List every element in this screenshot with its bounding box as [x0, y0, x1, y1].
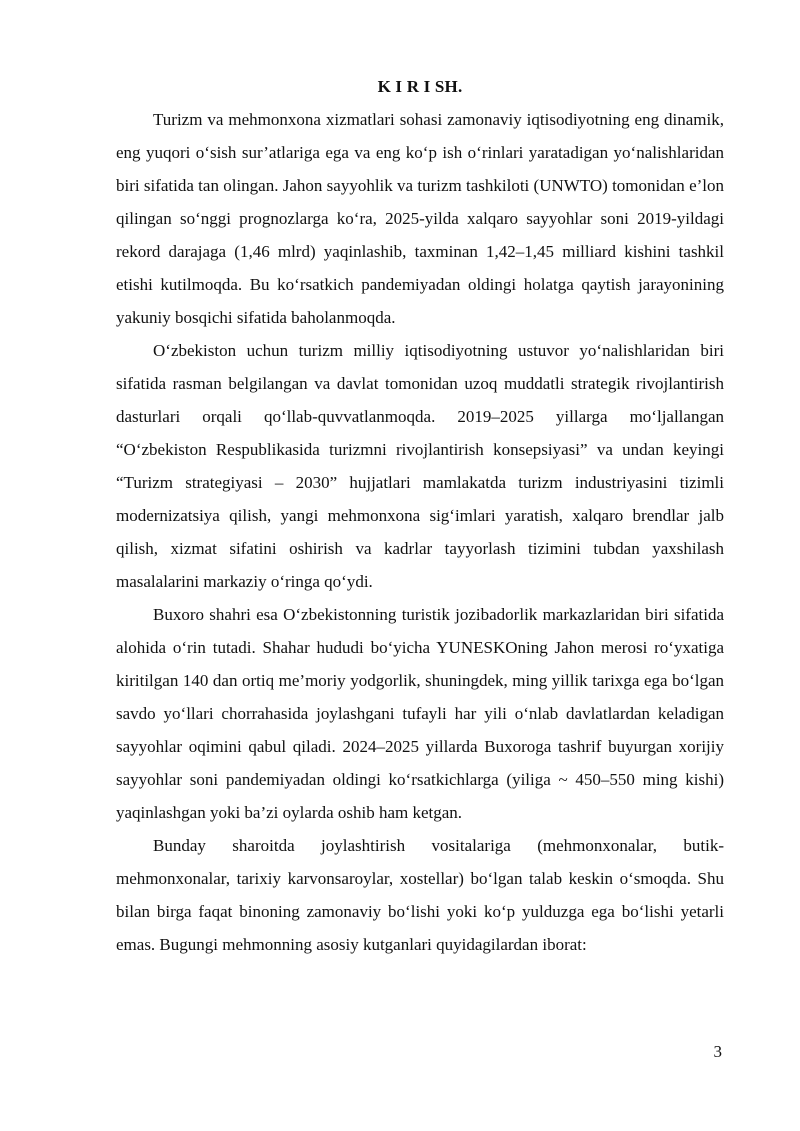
page-number: 3: [713, 1042, 722, 1061]
section-heading: K I R I SH.: [377, 77, 463, 96]
document-body: [116, 70, 724, 961]
paragraph-tourism-intro: Turizm va mehmonxona xizmatlari sohasi zamonaviy iqtisodiyotning eng dinamik, eng yuqori o‘sish sur’atlariga ega va eng ko‘p ish o‘rinlari yaratadigan yo‘nalishlaridan biri sifatida tan olingan. Jahon sayyohlik va turizm tashkiloti (UNWTO) tomonidan e’lon qilingan so‘nggi prognozlarga ko‘ra, 2025-yilda xalqaro sayyohlar soni 2019-yildagi rekord darajaga (1,46 mlrd) yaqinlashib, taxminan 1,42–1,45 milliard kishini tashkil etishi kutilmoqda. Bu ko‘rsatkich pandemiyadan oldingi holatga qaytish jarayonining yakuniy bosqichi sifatida baholanmoqda.: [116, 110, 724, 327]
paragraph-bukhara: Buxoro shahri esa O‘zbekistonning turistik jozibadorlik markazlaridan biri sifatida alohida o‘rin tutadi. Shahar hududi bo‘yicha YUNESKOning Jahon merosi ro‘yxatiga kiritilgan 140 dan ortiq me’moriy yodgorlik, shuningdek, ming yillik tarixga ega bo‘lgan savdo yo‘llari chorrahasida joylashgani tufayli har yili o‘nlab davlatlardan keladigan sayyohlar oqimini qabul qiladi. 2024–2025 yillarda Buxoroga tashrif buyurgan xorijiy sayyohlar soni pandemiyadan oldingi ko‘rsatkichlarga (yiliga ~ 450–550 ming kishi) yaqinlashgan yoki ba’zi oylarda oshib ham ketgan.: [116, 605, 724, 822]
paragraph-accommodation-demand: Bunday sharoitda joylashtirish vositalariga (mehmonxonalar, butik-mehmonxonalar, tarixiy karvonsaroylar, xostellar) bo‘lgan talab keskin o‘smoqda. Shu bilan birga faqat binoning zamonaviy bo‘lishi yoki ko‘p yulduzga ega bo‘lishi yetarli emas. Bugungi mehmonning asosiy kutganlari quyidagilardan iborat:: [116, 836, 724, 954]
paragraph-uzbekistan-tourism: O‘zbekiston uchun turizm milliy iqtisodiyotning ustuvor yo‘nalishlaridan biri sifatida rasman belgilangan va davlat tomonidan uzoq muddatli strategik rivojlantirish dasturlari orqali qo‘llab-quvvatlanmoqda. 2019–2025 yillarga mo‘ljallangan “O‘zbekiston Respublikasida turizmni rivojlantirish konsepsiyasi” va undan keyingi “Turizm strategiyasi – 2030” hujjatlari mamlakatda turizm industriyasini tizimli modernizatsiya qilish, yangi mehmonxona sig‘imlari yaratish, xalqaro brendlar jalb qilish, xizmat sifatini oshirish va kadrlar tayyorlash tizimini tubdan yaxshilash masalalarini markaziy o‘ringa qo‘ydi.: [116, 341, 724, 591]
